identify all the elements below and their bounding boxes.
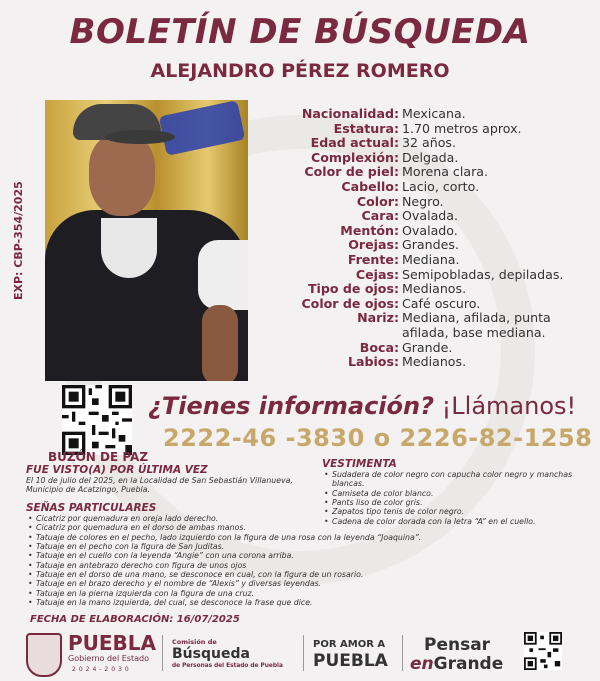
buzon-qr-code[interactable] xyxy=(62,385,132,455)
trait-row: Nariz: Mediana, afilada, punta afilada, base mediana. xyxy=(357,310,551,340)
call-to-action: ¡Llámanos! xyxy=(441,392,577,420)
footer-qr-code[interactable] xyxy=(524,632,562,670)
pensar-text: Pensar xyxy=(424,635,491,655)
por-amor-text: POR AMOR A xyxy=(313,639,386,650)
list-item: • Tatuaje de colores en el pecho, lado izquierdo con la figura de una rosa con la leyenda “Joaquina”. xyxy=(26,533,496,542)
trait-row: Estatura: 1.70 metros aprox. xyxy=(333,120,522,136)
divider xyxy=(303,635,304,671)
trait-row: Color de piel: Morena clara. xyxy=(304,164,488,180)
phone-numbers[interactable]: 2222-46 -3830 o 2226-82-1258 xyxy=(163,424,593,452)
list-item: • Tatuaje en antebrazo derecho con figura de unos ojos xyxy=(26,561,496,570)
puebla-logo-text: PUEBLA xyxy=(68,631,157,655)
list-item: • Cicatriz por quemadura en oreja lado derecho. xyxy=(26,514,496,523)
trait-row: Color de ojos: Café oscuro. xyxy=(301,295,481,311)
trait-row: Tipo de ojos: Medianos. xyxy=(307,281,467,297)
divider xyxy=(402,635,403,671)
list-item: • Zapatos tipo tenis de color negro. xyxy=(322,507,592,516)
en-grande-text: enGrande xyxy=(410,654,504,674)
busqueda-text: Búsqueda xyxy=(172,646,250,662)
buzon-label: BUZÓN DE PAZ xyxy=(47,450,149,464)
clothing-title: VESTIMENTA xyxy=(322,458,397,470)
file-number: EXP: CBP-354/2025 xyxy=(12,181,25,300)
list-item: • Tatuaje en la pierna izquierda con la figura de una cruz. xyxy=(26,589,496,598)
list-item: • Tatuaje en el dorso de una mano, se desconoce en cual, con la figura de un rosario. xyxy=(26,570,496,579)
creation-date: FECHA DE ELABORACIÓN: 16/07/2025 xyxy=(30,614,240,625)
trait-row: Color: Negro. xyxy=(356,193,444,209)
info-question: ¿Tienes información? ¡Llámanos! xyxy=(148,392,577,420)
footer-logos xyxy=(0,625,600,681)
por-amor-puebla-text: PUEBLA xyxy=(313,651,388,671)
list-item: • Pants liso de color gris. xyxy=(322,498,592,507)
last-seen-title: FUE VISTO(A) POR ÚLTIMA VEZ xyxy=(26,464,208,476)
list-item: • Tatuaje en la mano izquierda, del cual, se desconoce la frase que dice. xyxy=(26,598,496,607)
person-photo xyxy=(45,100,248,381)
bulletin-title: BOLETÍN DE BÚSQUEDA xyxy=(69,12,531,52)
years-text: 2024-2030 xyxy=(72,666,132,673)
list-item: • Cicatriz por quemadura en el dorso de ambas manos. xyxy=(26,523,496,532)
trait-row: Cejas: Semipobladas, depiladas. xyxy=(355,266,564,282)
trait-row: Cara: Ovalada. xyxy=(361,208,459,224)
clothing-section xyxy=(322,458,592,526)
marks-title: SEÑAS PARTICULARES xyxy=(26,502,157,514)
list-item: • Sudadera de color negro con capucha color negro y manchas blancas. xyxy=(322,470,592,489)
comision-text: Comisión de xyxy=(172,638,217,646)
list-item: • Cadena de color dorada con la letra “A” en el cuello. xyxy=(322,517,592,526)
list-item: • Tatuaje en el cuello con la leyenda “Angie” con una corona arriba. xyxy=(26,551,496,560)
state-crest-icon xyxy=(26,633,62,677)
trait-row: Orejas: Grandes. xyxy=(348,237,459,253)
gobierno-text: Gobierno del Estado xyxy=(68,654,149,663)
last-seen-section xyxy=(26,464,306,495)
trait-row: Labios: Medianos. xyxy=(347,354,467,370)
list-item: • Tatuaje en el brazo derecho y el nombre de “Alexis” y diversas leyendas. xyxy=(26,579,496,588)
last-seen-text: El 10 de julio del 2025, en la Localidad de San Sebastián Villanueva, Municipio de Acatzingo, Puebla. xyxy=(26,476,293,495)
physical-traits xyxy=(262,107,592,370)
trait-row: Complexión: Delgada. xyxy=(311,149,459,165)
trait-row: Cabello: Lacio, corto. xyxy=(341,178,480,194)
trait-row: Edad actual: 32 años. xyxy=(310,135,456,151)
list-item: • Tatuaje en el pecho con la figura de San Juditas. xyxy=(26,542,496,551)
list-item: • Camiseta de color blanco. xyxy=(322,489,592,498)
personas-text: de Personas del Estado de Puebla xyxy=(172,663,283,669)
trait-row: Boca: Grande. xyxy=(359,339,453,355)
person-name: ALEJANDRO PÉREZ ROMERO xyxy=(150,60,450,82)
trait-row: Nacionalidad: Mexicana. xyxy=(301,106,466,121)
trait-row: Frente: Mediana. xyxy=(347,251,460,267)
trait-row: Mentón: Ovalado. xyxy=(340,222,458,238)
divider xyxy=(162,635,163,671)
